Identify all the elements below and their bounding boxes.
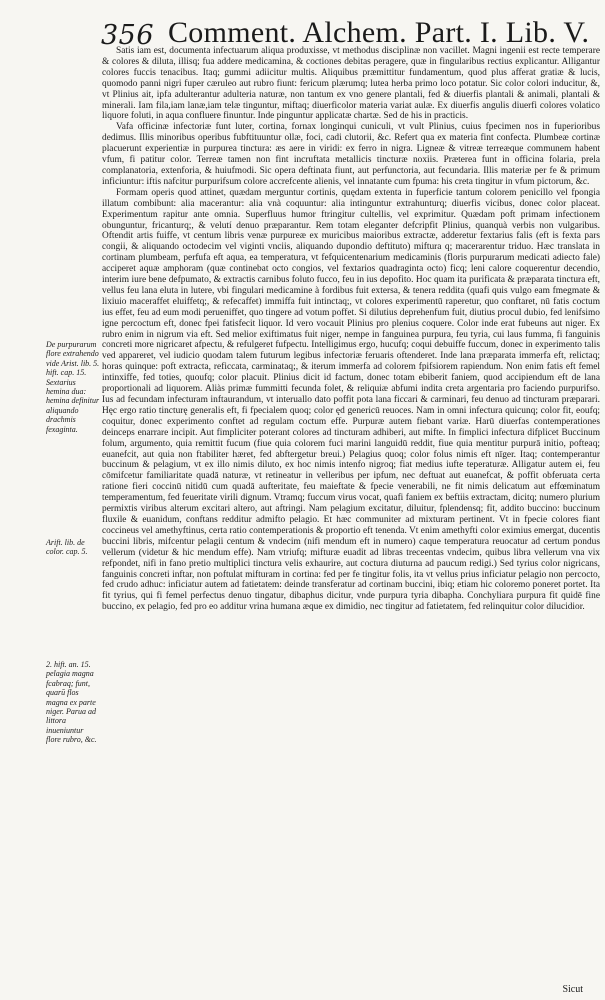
running-head: Comment. Alchem. Part. I. Lib. V. [168,16,590,49]
marginal-note: Arift. lib. de color. cap. 5. [46,538,88,557]
paragraph: Formam operis quod attinet, quædam merguntur cortinis, quędam extenta in fuperficie tantum colorem penicillo vel fpongia illatum combibunt: alia macerantur: alia vnà coquuntur: alia intinguntur extrahunturq; diuerfis vicibus, donec color placeat. Experimentum rapitur ante omnia. Superfluus humor ftringitur cultellis, vel exprimitur. Quædam poft primam infectionem obunguntur, fricanturq;, & velutí denuo præparantur. Rem totam eleganter defcripfit Plinius, quanquà verbis non vulgaribus. Oftendit artis fuiffe, vt centum libris venæ purpureæ ex muricibus maioribus extractæ, adderetur fextarius falis (eft is fexta pars congii, & aliquando octodecim vel viginti vnciis, aliquando dupondio deftituto) miftura q; macerarentur triduo. Hæc translata in cortinam plumbeam, perfufa eft aqua, ea temperatura, vt fefquicentenarium medicaminis (floris purpurarum medicati adiecto fale) acciperet aquæ amphoram (quæ continebat octo congios, vel fextarios quadraginta octo) ficq; leni calore coquerentur decendio, interim iure bene defpumato, & extractis carnibus foluto fucco, feu in ius depofito. Hoc quam ita purificata & præparata tinctura eft, vellus feu lana eluta in lutere, vbi fingulari medicamine à fordibus fuit extersa, & tenera reddita (quafi quis vulgo eam fmegmate & lixiuio maceraffet eluiffetq;, & refecaffet) immiffa fuit intinctaq;, vt colores experimentū raperetur, quo conftaret, nū fatis coctum ius effet, feu ad eum modi perueniffet, quo tingere ad votum poffet. Si dilutius deprehenfum fuit, diutius procul dubio, fed lenifsimo igne percoctum eft, donec fpei fatisfecit liquor. Id vero vocauit Plinius pro plenius coquere. Color inde erat fubeuns aut niger. Ex rubro enim in nigrum via eft. Sed melior exiftimatus fuit niger, nempe in fanguinea purpura, feu tyria, cui laus fumma, fi fanguinis concreti more nigricaret afpectu, & refulgeret fufpectu. Intelligimus ergo, hucufq; coqui debuiffe fuccum, donec in experimento talis ved appareret, vel iudicio quodam talem futurum legibus infectoriæ feruaris oftenderet. Inde lana præparata immerfa eft, relictaq; horas quinque: poft extracta, reficcata, carminataq;, & iterum immerfa ad colorem fpifsiorem rapiendum. Non enim fatis eft femel intinxiffe, fed toties, quoufq; color placuit. Plinius dicit id factum, donec totam ebiberit faniem, quod accipiendum eft de lana proportionali ad liquorem. Aliàs primæ fummitti fecunda folet, & reliquiæ abfumi indita creta argentaria pro faciendo purpurifso. Ius ad fecundam infecturam inftaurandum, vt interuallo dato poffit pota lana ficcari & carminari, feu denuo ad tincturam præparari. Hęc ergo ratio tincturę generalis eft, fi fpecialem quoq; color ęd genericū reuoces. Nam in omni infectura quicunq; color fit, eoufq; coquitur, donec experimento conftet ad regulam coctum effe. Purpuræ autem fiebant variæ. Harū diuerfas contemperationes deinceps enarrare incipit. Aut fimpliciter poterant colores ad tincturam adhiberi, aut mifte. In fimplici infectura difplicet Buccinum folum, argumento, quia remittit fucum (fiue quia colorem fuci marini languidū reddit, fiue quia mentitur purpurā initio, pofteaq; euanefcit, aut quia non ftabiliter hæret, fed abftergetur breui.) Pelagius quoq; color folus nimis eft nīger. Itaq; contemperantur buccinum & pelagium, vt ex illo nimis diluto, ex hoc nimis intenfo nigroq; fiat medius iufte teperaturæ. Alligatur autem ei, feu cōmifcetur familiaritate quadā naturæ, vt retineatur in velleribus per ipfum, nec deftuat aut euanefcat, & poffit obferuata certa ratione fieri coccinū nitidū cum quadā aufteritate, feu maieftate & fpecie venerabili, ne fit nimis delicatum aut effœminatum temperamentum, fed feueritate virili dignum. Vtramq; fuccum virus vocat, quafi faniem ex beftiis extractam, dicitq; numero plurium permixtis viribus alterum excitari altero, aut aftringi. Nam pelagium excitatur, diluitur, fplendensq; fit, addito buccino: buccinum fluxile & euanidum, conftans redditur admifto pelagio. Et hæc communiter ad mixturam pertinent. Vt in fpecie colores fiant coccineus vel amethyftinus, certa ratio contemperationis & proportio eft tenenda. Vt enim amethyfti color eximius emergat, ducentis buccini libris, mifcentur pelagii centum & vndecim (nifi mendum eft in numero) caque temperatura reuocatur ad certum pondus vellerum (videtur & hic mendum effe). Nam vtriufq; mifturæ euadit ad libras treceentas vndecim, quibus libra vellerum vna vix refpondet, nifi in fano pretio multiplici tinctura velis exhaurire, aut coctura diuturna ad paucum redigi.) Sed tyrius color nigricans, fanguinis concreti inftar, non poftulat mifturam in cortina: fed per fe tingitur folis, ita vt vellus prius inficiatur pelagio non percocto, fed crudo adhuc: inficiatur autem ad fatietatem: deinde transferatur ad cortinam buccini, ibiq; etiam hic coloremo poneret portet. Ita fit tyrius, qui fi femel perfectus denuo tingatur, dibaphus dicitur, vnde purpura tyria dibapha. Conchyliara purpura fit quidē fine buccino, ex pelagio, fed pro eo additur vrina humana æque ex dimidio, nec tingitur ad fatietatem, fed relinquitur color dilucidior. [102,187,600,613]
page-number: 356 [101,20,155,51]
main-text [102,46,600,613]
marginal-note: 2. hift. an. 15. pelagia magna fcabraq; funt, quarū flos magna ex parte niger. Parua ad littora inueniuntur flore rubro, &c. [46,660,97,745]
marginal-note: De purpurarum flore extrahendo vide Arist. lib. 5. hift. cap. 15. Sextarius hemina dua: hemina definitur aliquando drachmis fexaginta. [46,340,100,434]
paragraph: Satis iam est, documenta infectuarum aliqua produxisse, vt methodus disciplinæ non vacillet. Magni ingenii est recte temperare & colores & diluta, illisq; fua addere medicamina, & coctiones debitas peragere, quæ in fingularibus rectius explicantur. Alligantur colores fuccis tenacibus. Itaq; gummi adiicitur multis. Aliquibus præmittitur fundamentum, quod plus afferat gratiæ & lucis, quomodo panni nigri fuper cæruleo aut rubro fiunt: fericum plærumq; lutea herba primo loco potatur. Sic color colori inducitur, &, vt Plinius ait, ipfa adulterantur adulteria naturæ, non tantum ex vno genere plantali, fed & diuerfis plantali & animali, plantali & minerali. Iam fila,iam lanæ,iam telæ tinguntur, miftaq; diuerficolor materia variat aulæ. Ex diuerfis angulis diuerfi colores volatico liquore foluti, in aqua confluere finuntur. Inde pinguntur applicatæ chartæ. Sed de his in practicis. [102,46,600,122]
catchword: Sicut [562,984,583,995]
paragraph: Vafa officinæ infectoriæ funt luter, cortina, fornax longinqui cuniculi, vt vult Plinius, cuius fpecimen nos in fuperioribus dedimus. Illis minoribus operibus fubftituuntur ollæ, foci, cadi clutorii, &c. Refert qua ex materia fint confecta. Plumbeæ cortinæ placuerunt experientiæ in purpurea tinctura: æs aere in viridi: ex ferro in nigra. Ligneæ & vitreæ terreæque communem habent vfum, fi patitur color. Terreæ tamen non fint incruftata metallicis tincturæ noxiis. Præterea funt in officina folaria, prela complanatoria, extenforia, & huiufmodi. Sic opera deftinata fiunt, aut perfunctoria, aut fecundaria. Illis materiæ per fe & primum inficiuntur: iftis nafcitur purpurifsum colore accrefcente alienis, vel innatante cum fpuma: his creta tingitur in vfum pictorum, &c. [102,122,600,187]
